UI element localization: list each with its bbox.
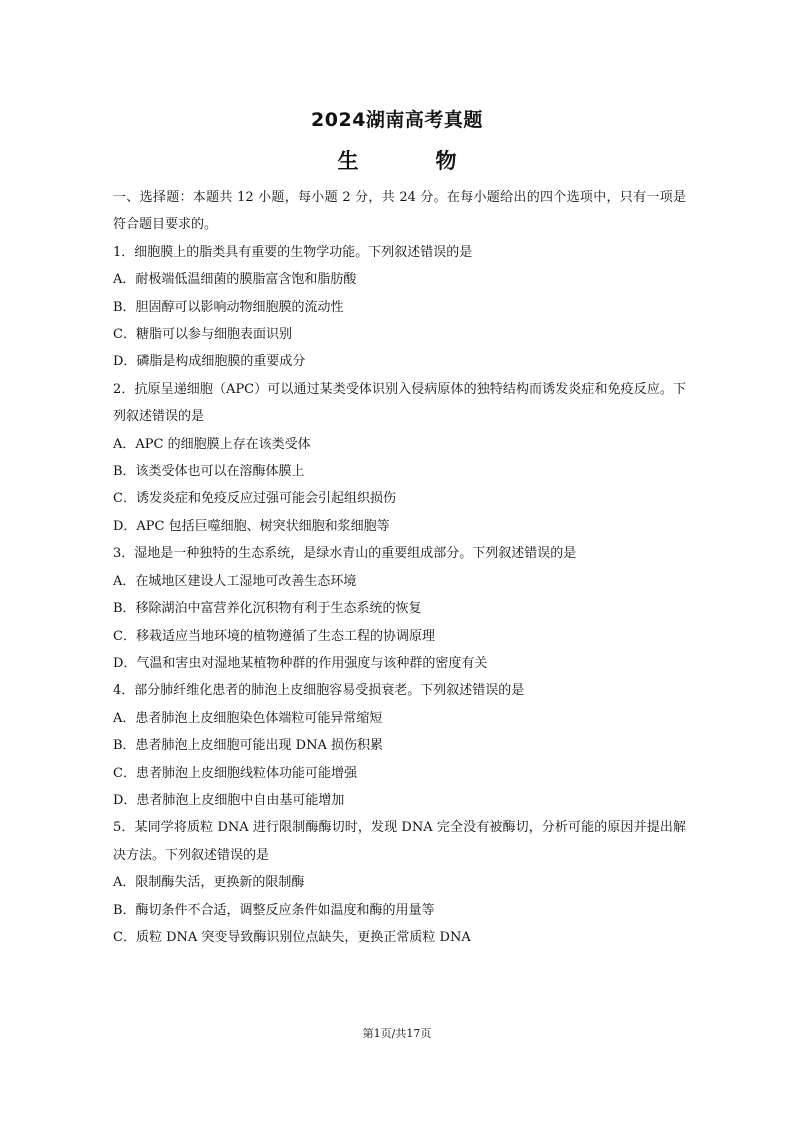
option-a: A．APC 的细胞膜上存在该类受体: [113, 436, 311, 452]
option-d: D．APC 包括巨噬细胞、树突状细胞和浆细胞等: [113, 518, 390, 534]
question-5: [113, 814, 686, 951]
option-b: B．移除湖泊中富营养化沉积物有利于生态系统的恢复: [113, 601, 422, 617]
question-stem: 2．抗原呈递细胞（APC）可以通过某类受体识别入侵病原体的独特结构而诱发炎症和免疫反应。下列叙述错误的是: [113, 381, 686, 425]
question-stem: 1．细胞膜上的脂类具有重要的生物学功能。下列叙述错误的是: [113, 244, 473, 260]
option-a: A．限制酶失活，更换新的限制酶: [113, 875, 305, 891]
option-d: D．磷脂是构成细胞膜的重要成分: [113, 354, 306, 370]
option-a: A．在城地区建设人工湿地可改善生态环境: [113, 573, 357, 589]
option-c: C．诱发炎症和免疫反应过强可能会引起组织损伤: [113, 491, 396, 507]
option-a: A．耐极端低温细菌的膜脂富含饱和脂肪酸: [113, 272, 357, 288]
question-3: [113, 540, 686, 677]
option-b: B．患者肺泡上皮细胞可能出现 DNA 损伤积累: [113, 738, 384, 754]
question-stem: 5．某同学将质粒 DNA 进行限制酶酶切时，发现 DNA 完全没有被酶切，分析可能的原因并提出解决方法。下列叙述错误的是: [113, 820, 686, 863]
question-2: [113, 376, 686, 540]
question-stem: 3．湿地是一种独特的生态系统，是绿水青山的重要组成部分。下列叙述错误的是: [113, 546, 577, 562]
section-heading: 一、选择题：本题共 12 小题，每小题 2 分，共 24 分。在每小题给出的四个选项中，只有一项是符合题目要求的。: [113, 190, 686, 233]
question-4: [113, 677, 686, 814]
option-d: D．气温和害虫对湿地某植物种群的作用强度与该种群的密度有关: [113, 655, 488, 671]
option-b: B．该类受体也可以在溶酶体膜上: [113, 464, 305, 480]
exam-content: [113, 184, 686, 951]
option-b: B．胆固醇可以影响动物细胞膜的流动性: [113, 299, 344, 315]
option-c: C．患者肺泡上皮细胞线粒体功能可能增强: [113, 765, 357, 781]
option-c: C．移栽适应当地环境的植物遵循了生态工程的协调原理: [113, 628, 435, 644]
subject-title: 生 物: [337, 149, 485, 173]
question-stem: 4．部分肺纤维化患者的肺泡上皮细胞容易受损衰老。下列叙述错误的是: [113, 683, 525, 699]
question-1: [113, 239, 686, 376]
option-c: C．糖脂可以参与细胞表面识别: [113, 327, 292, 343]
page-number: 第1页/共17页: [362, 1027, 432, 1040]
option-a: A．患者肺泡上皮细胞染色体端粒可能异常缩短: [113, 710, 383, 726]
option-d: D．患者肺泡上皮细胞中自由基可能增加: [113, 792, 345, 808]
page-title: 2024湖南高考真题: [311, 109, 483, 131]
option-b: B．酶切条件不合适，调整反应条件如温度和酶的用量等: [113, 902, 435, 918]
option-c: C．质粒 DNA 突变导致酶识别位点缺失，更换正常质粒 DNA: [113, 929, 471, 945]
